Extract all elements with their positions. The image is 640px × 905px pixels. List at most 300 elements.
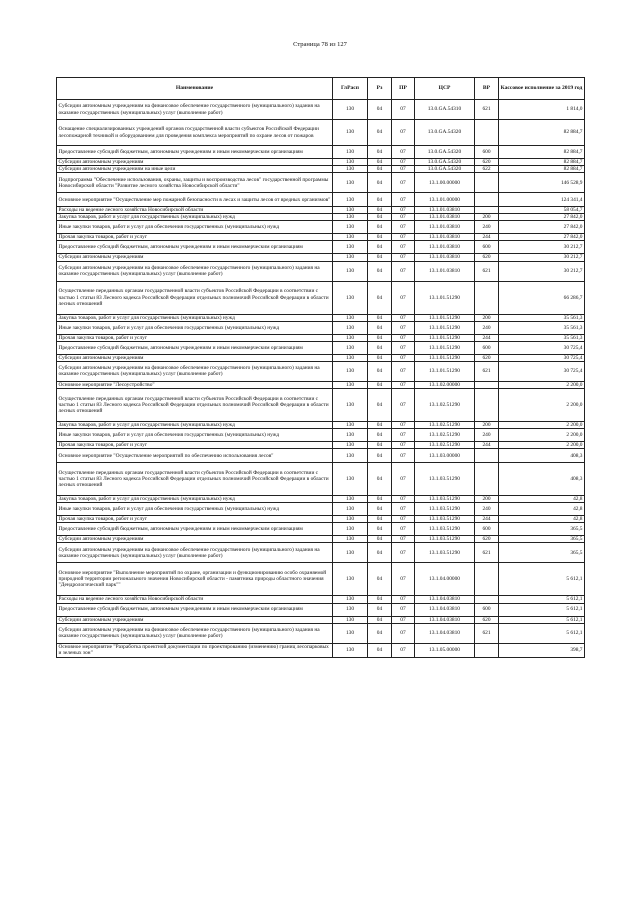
cell-pr: 07: [392, 193, 415, 207]
cell-pr: 07: [392, 563, 415, 596]
cell-sum: 365,5: [499, 543, 585, 563]
table-row: [57, 281, 585, 314]
table-row: [57, 120, 585, 146]
cell-rz: 04: [368, 421, 392, 428]
cell-name: Субсидии автономным учреждениям на финансовое обеспечение государственного (муниципального) задания на оказание государственных (муниципальных) услуг (выполнение работ): [57, 361, 333, 381]
cell-name: Осуществление переданных органам государственной власти субъектов Российской Федерации в соответствии с частью 1 статьи 83 Лесного кодекса Российской Федерации отдельных полномочий Российской Федерации в области лесных отношений: [57, 281, 333, 314]
table-row: [57, 381, 585, 388]
cell-vr: [475, 120, 499, 146]
cell-grbs: 130: [333, 381, 368, 388]
table-row: [57, 159, 585, 166]
table-row: [57, 321, 585, 334]
table-row: [57, 100, 585, 120]
cell-vr: [475, 281, 499, 314]
col-header-vr: ВР: [475, 78, 499, 100]
cell-vr: [475, 173, 499, 193]
cell-sum: 146 528,9: [499, 173, 585, 193]
cell-rz: 04: [368, 234, 392, 241]
cell-pr: 07: [392, 421, 415, 428]
cell-csr: 13.1.02.51290: [415, 421, 475, 428]
cell-rz: 04: [368, 523, 392, 536]
cell-rz: 04: [368, 449, 392, 463]
cell-sum: 2 200,0: [499, 388, 585, 421]
cell-sum: 27 842,0: [499, 221, 585, 234]
cell-vr: [475, 463, 499, 496]
cell-name: Расходы на ведение лесного хозяйства Новосибирской области: [57, 596, 333, 603]
cell-name: Закупка товаров, работ и услуг для государственных (муниципальных) нужд: [57, 314, 333, 321]
table-row: [57, 449, 585, 463]
cell-grbs: 130: [333, 429, 368, 442]
col-header-rz: Рз: [368, 78, 392, 100]
cell-rz: 04: [368, 442, 392, 449]
cell-rz: 04: [368, 516, 392, 523]
cell-sum: 30 212,7: [499, 254, 585, 261]
cell-csr: 13.1.01.03810: [415, 254, 475, 261]
cell-csr: 13.1.04.03810: [415, 623, 475, 643]
cell-grbs: 130: [333, 354, 368, 361]
cell-rz: 04: [368, 261, 392, 281]
cell-csr: 13.1.01.51290: [415, 334, 475, 341]
cell-csr: 13.1.03.00000: [415, 449, 475, 463]
cell-name: Иные закупки товаров, работ и услуг для обеспечения государственных (муниципальных) нужд: [57, 321, 333, 334]
cell-grbs: 130: [333, 503, 368, 516]
cell-sum: 42,8: [499, 496, 585, 503]
cell-pr: 07: [392, 603, 415, 616]
cell-sum: 5 612,1: [499, 616, 585, 623]
col-header-csr: ЦСР: [415, 78, 475, 100]
cell-sum: 30 212,7: [499, 241, 585, 254]
cell-name: Предоставление субсидий бюджетным, автономным учреждениям и иным некоммерческим организациям: [57, 341, 333, 354]
cell-sum: 2 200,0: [499, 381, 585, 388]
cell-vr: 200: [475, 314, 499, 321]
cell-name: Осуществление переданных органам государственной власти субъектов Российской Федерации в соответствии с частью 1 статьи 83 Лесного кодекса Российской Федерации отдельных полномочий Российской Федерации в области лесных отношений: [57, 463, 333, 496]
cell-csr: 13.1.01.51290: [415, 281, 475, 314]
cell-grbs: 130: [333, 463, 368, 496]
table-row: [57, 616, 585, 623]
cell-sum: 27 842,0: [499, 234, 585, 241]
cell-rz: 04: [368, 543, 392, 563]
cell-sum: 408,3: [499, 463, 585, 496]
cell-rz: 04: [368, 341, 392, 354]
cell-rz: 04: [368, 354, 392, 361]
table-row: [57, 146, 585, 159]
cell-name: Основное мероприятие "Разработка проектной документации по проектированию (изменению) границ лесопарковых и зеленых зон": [57, 643, 333, 657]
cell-rz: 04: [368, 314, 392, 321]
cell-rz: 04: [368, 173, 392, 193]
cell-grbs: 130: [333, 616, 368, 623]
cell-grbs: 130: [333, 563, 368, 596]
cell-csr: 13.1.03.51290: [415, 503, 475, 516]
cell-pr: 07: [392, 281, 415, 314]
cell-sum: 27 842,0: [499, 214, 585, 221]
cell-grbs: 130: [333, 603, 368, 616]
table-row: [57, 221, 585, 234]
table-row: [57, 241, 585, 254]
cell-rz: 04: [368, 643, 392, 657]
cell-pr: 07: [392, 429, 415, 442]
cell-rz: 04: [368, 496, 392, 503]
cell-name: Субсидии автономным учреждениям: [57, 536, 333, 543]
cell-grbs: 130: [333, 388, 368, 421]
cell-grbs: 130: [333, 314, 368, 321]
col-header-pr: ПР: [392, 78, 415, 100]
cell-pr: 07: [392, 643, 415, 657]
cell-pr: 07: [392, 361, 415, 381]
cell-csr: 13.1.02.51290: [415, 388, 475, 421]
cell-grbs: 130: [333, 334, 368, 341]
cell-vr: 200: [475, 496, 499, 503]
cell-csr: 13.1.02.51290: [415, 442, 475, 449]
table-row: [57, 166, 585, 173]
cell-grbs: 130: [333, 207, 368, 214]
cell-pr: 07: [392, 442, 415, 449]
cell-grbs: 130: [333, 623, 368, 643]
cell-sum: 66 286,7: [499, 281, 585, 314]
table-row: [57, 341, 585, 354]
cell-name: Субсидии автономным учреждениям на финансовое обеспечение государственного (муниципального) задания на оказание государственных (муниципальных) услуг (выполнение работ): [57, 543, 333, 563]
cell-pr: 07: [392, 354, 415, 361]
cell-grbs: 130: [333, 254, 368, 261]
header-row: [57, 78, 585, 100]
cell-sum: 82 884,7: [499, 159, 585, 166]
cell-sum: 82 884,7: [499, 166, 585, 173]
cell-pr: 07: [392, 616, 415, 623]
cell-pr: 07: [392, 234, 415, 241]
cell-name: Субсидии автономным учреждениям на финансовое обеспечение государственного (муниципального) задания на оказание государственных (муниципальных) услуг (выполнение работ): [57, 261, 333, 281]
cell-pr: 07: [392, 334, 415, 341]
cell-csr: 13.1.03.51290: [415, 463, 475, 496]
table-row: [57, 261, 585, 281]
cell-sum: 365,5: [499, 536, 585, 543]
cell-rz: 04: [368, 381, 392, 388]
cell-vr: [475, 596, 499, 603]
cell-pr: 07: [392, 321, 415, 334]
table-row: [57, 354, 585, 361]
table-row: [57, 388, 585, 421]
table-row: [57, 463, 585, 496]
cell-csr: 13.1.04.00000: [415, 563, 475, 596]
cell-vr: [475, 643, 499, 657]
cell-vr: 621: [475, 100, 499, 120]
cell-csr: 13.1.01.03810: [415, 221, 475, 234]
cell-vr: 620: [475, 159, 499, 166]
cell-pr: 07: [392, 623, 415, 643]
cell-csr: 13.0.GA.54320: [415, 120, 475, 146]
col-header-grbs: ГлРасп: [333, 78, 368, 100]
cell-name: Основное мероприятие "Выполнение мероприятий по охране, организации и функционированию особо охраняемой природной территории регионального значения Новосибирской области - памятника природы областного значения "Дендрологический парк"": [57, 563, 333, 596]
cell-rz: 04: [368, 254, 392, 261]
cell-pr: 07: [392, 388, 415, 421]
cell-grbs: 130: [333, 159, 368, 166]
table-row: [57, 496, 585, 503]
cell-rz: 04: [368, 120, 392, 146]
cell-vr: 620: [475, 254, 499, 261]
table-row: [57, 361, 585, 381]
cell-vr: 600: [475, 146, 499, 159]
cell-vr: [475, 388, 499, 421]
cell-rz: 04: [368, 334, 392, 341]
cell-vr: [475, 207, 499, 214]
cell-rz: 04: [368, 321, 392, 334]
cell-name: Предоставление субсидий бюджетным, автономным учреждениям и иным некоммерческим организациям: [57, 603, 333, 616]
cell-pr: 07: [392, 503, 415, 516]
cell-grbs: 130: [333, 596, 368, 603]
cell-grbs: 130: [333, 221, 368, 234]
cell-grbs: 130: [333, 496, 368, 503]
cell-grbs: 130: [333, 516, 368, 523]
cell-rz: 04: [368, 281, 392, 314]
cell-csr: 13.0.GA.54320: [415, 166, 475, 173]
table-body: [57, 100, 585, 658]
cell-csr: 13.1.03.51290: [415, 536, 475, 543]
cell-rz: 04: [368, 361, 392, 381]
cell-csr: 13.1.03.51290: [415, 516, 475, 523]
cell-sum: 5 612,1: [499, 596, 585, 603]
cell-rz: 04: [368, 603, 392, 616]
cell-grbs: 130: [333, 361, 368, 381]
table-row: [57, 314, 585, 321]
table-row: [57, 442, 585, 449]
cell-vr: 621: [475, 623, 499, 643]
cell-csr: 13.1.03.51290: [415, 496, 475, 503]
cell-csr: 13.1.01.03810: [415, 214, 475, 221]
cell-vr: 600: [475, 603, 499, 616]
cell-grbs: 130: [333, 536, 368, 543]
table-row: [57, 596, 585, 603]
cell-csr: 13.1.02.51290: [415, 429, 475, 442]
table-header: [57, 78, 585, 100]
cell-vr: 622: [475, 166, 499, 173]
cell-csr: 13.1.01.51290: [415, 354, 475, 361]
cell-rz: 04: [368, 388, 392, 421]
cell-vr: 244: [475, 442, 499, 449]
cell-sum: 5 612,1: [499, 563, 585, 596]
cell-vr: 240: [475, 503, 499, 516]
cell-csr: 13.1.01.51290: [415, 341, 475, 354]
cell-name: Иные закупки товаров, работ и услуг для обеспечения государственных (муниципальных) нужд: [57, 429, 333, 442]
cell-csr: 13.1.01.03810: [415, 261, 475, 281]
table-row: [57, 523, 585, 536]
cell-pr: 07: [392, 221, 415, 234]
cell-grbs: 130: [333, 341, 368, 354]
cell-vr: 240: [475, 221, 499, 234]
cell-name: Закупка товаров, работ и услуг для государственных (муниципальных) нужд: [57, 214, 333, 221]
table-row: [57, 543, 585, 563]
cell-rz: 04: [368, 563, 392, 596]
cell-pr: 07: [392, 261, 415, 281]
cell-vr: 244: [475, 516, 499, 523]
cell-vr: 244: [475, 334, 499, 341]
cell-csr: 13.1.01.03810: [415, 234, 475, 241]
table-row: [57, 334, 585, 341]
cell-pr: 07: [392, 173, 415, 193]
cell-name: Расходы на ведение лесного хозяйства Новосибирской области: [57, 207, 333, 214]
cell-grbs: 130: [333, 241, 368, 254]
cell-grbs: 130: [333, 643, 368, 657]
cell-vr: [475, 563, 499, 596]
cell-sum: 2 200,0: [499, 421, 585, 428]
cell-sum: 124 341,4: [499, 193, 585, 207]
col-header-sum: Кассовое исполнение за 2019 год: [499, 78, 585, 100]
cell-grbs: 130: [333, 214, 368, 221]
cell-sum: 30 725,4: [499, 361, 585, 381]
cell-sum: 365,5: [499, 523, 585, 536]
table-row: [57, 563, 585, 596]
cell-sum: 35 561,3: [499, 321, 585, 334]
cell-rz: 04: [368, 146, 392, 159]
cell-sum: 42,8: [499, 516, 585, 523]
cell-csr: 13.0.GA.54310: [415, 100, 475, 120]
cell-vr: 240: [475, 429, 499, 442]
cell-vr: 244: [475, 234, 499, 241]
cell-sum: 30 725,4: [499, 341, 585, 354]
cell-vr: 620: [475, 536, 499, 543]
cell-csr: 13.1.01.00000: [415, 193, 475, 207]
cell-csr: 13.1.04.03810: [415, 603, 475, 616]
table-row: [57, 421, 585, 428]
cell-grbs: 130: [333, 146, 368, 159]
table-row: [57, 429, 585, 442]
table-row: [57, 603, 585, 616]
cell-name: Субсидии автономным учреждениям на финансовое обеспечение государственного (муниципального) задания на оказание государственных (муниципальных) услуг (выполнение работ): [57, 100, 333, 120]
cell-pr: 07: [392, 314, 415, 321]
cell-pr: 07: [392, 159, 415, 166]
cell-name: Предоставление субсидий бюджетным, автономным учреждениям и иным некоммерческим организациям: [57, 146, 333, 159]
cell-csr: 13.1.05.00000: [415, 643, 475, 657]
cell-csr: 13.1.02.00000: [415, 381, 475, 388]
cell-vr: 620: [475, 354, 499, 361]
page-header: Страница 78 из 127: [293, 41, 347, 48]
cell-sum: 2 200,0: [499, 429, 585, 442]
cell-rz: 04: [368, 214, 392, 221]
cell-sum: 42,8: [499, 503, 585, 516]
cell-sum: 30 212,7: [499, 261, 585, 281]
cell-name: Предоставление субсидий бюджетным, автономным учреждениям и иным некоммерческим организациям: [57, 241, 333, 254]
cell-vr: 621: [475, 361, 499, 381]
cell-grbs: 130: [333, 261, 368, 281]
cell-pr: 07: [392, 449, 415, 463]
table-row: [57, 254, 585, 261]
table-row: [57, 503, 585, 516]
cell-vr: 200: [475, 421, 499, 428]
cell-sum: 82 884,7: [499, 120, 585, 146]
cell-vr: [475, 449, 499, 463]
cell-rz: 04: [368, 616, 392, 623]
cell-pr: 07: [392, 207, 415, 214]
cell-grbs: 130: [333, 234, 368, 241]
cell-pr: 07: [392, 241, 415, 254]
cell-vr: [475, 193, 499, 207]
cell-rz: 04: [368, 159, 392, 166]
cell-rz: 04: [368, 221, 392, 234]
cell-sum: 5 612,1: [499, 603, 585, 616]
cell-csr: 13.1.00.00000: [415, 173, 475, 193]
cell-name: Субсидии автономным учреждениям: [57, 159, 333, 166]
cell-name: Субсидии автономным учреждениям: [57, 616, 333, 623]
cell-grbs: 130: [333, 543, 368, 563]
cell-pr: 07: [392, 120, 415, 146]
cell-vr: 600: [475, 341, 499, 354]
cell-name: Субсидии автономным учреждениям на иные цели: [57, 166, 333, 173]
cell-rz: 04: [368, 193, 392, 207]
cell-pr: 07: [392, 100, 415, 120]
cell-grbs: 130: [333, 449, 368, 463]
cell-csr: 13.1.03.51290: [415, 543, 475, 563]
cell-name: Прочая закупка товаров, работ и услуг: [57, 234, 333, 241]
cell-sum: 30 725,4: [499, 354, 585, 361]
cell-sum: 2 200,0: [499, 442, 585, 449]
table-row: [57, 643, 585, 657]
cell-sum: 5 612,1: [499, 623, 585, 643]
cell-vr: 621: [475, 543, 499, 563]
cell-pr: 07: [392, 516, 415, 523]
cell-rz: 04: [368, 536, 392, 543]
cell-name: Основное мероприятие "Лесоустройство": [57, 381, 333, 388]
cell-grbs: 130: [333, 173, 368, 193]
cell-csr: 13.1.03.51290: [415, 523, 475, 536]
cell-name: Иные закупки товаров, работ и услуг для обеспечения государственных (муниципальных) нужд: [57, 221, 333, 234]
table-row: [57, 536, 585, 543]
cell-pr: 07: [392, 214, 415, 221]
cell-name: Прочая закупка товаров, работ и услуг: [57, 442, 333, 449]
cell-vr: 600: [475, 241, 499, 254]
cell-sum: 408,3: [499, 449, 585, 463]
cell-csr: 13.1.01.03810: [415, 241, 475, 254]
cell-pr: 07: [392, 341, 415, 354]
cell-grbs: 130: [333, 421, 368, 428]
table-row: [57, 234, 585, 241]
cell-pr: 07: [392, 146, 415, 159]
cell-name: Иные закупки товаров, работ и услуг для обеспечения государственных (муниципальных) нужд: [57, 503, 333, 516]
cell-vr: [475, 381, 499, 388]
cell-name: Оснащение специализированных учреждений органов государственной власти субъектов Российской Федерации лесопожарной техникой и оборудованием для проведения комплекса мероприятий по охране лесов от пожаров: [57, 120, 333, 146]
cell-pr: 07: [392, 381, 415, 388]
cell-pr: 07: [392, 543, 415, 563]
cell-vr: 600: [475, 523, 499, 536]
cell-csr: 13.0.GA.54320: [415, 159, 475, 166]
cell-sum: 82 884,7: [499, 146, 585, 159]
cell-csr: 13.0.GA.54320: [415, 146, 475, 159]
table-row: [57, 173, 585, 193]
cell-name: Субсидии автономным учреждениям: [57, 254, 333, 261]
cell-csr: 13.1.01.51290: [415, 314, 475, 321]
cell-rz: 04: [368, 429, 392, 442]
table-row: [57, 207, 585, 214]
cell-vr: 240: [475, 321, 499, 334]
cell-csr: 13.1.01.51290: [415, 321, 475, 334]
cell-rz: 04: [368, 166, 392, 173]
col-header-name: Наименование: [57, 78, 333, 100]
cell-name: Основное мероприятие "Осуществление мероприятий по обеспечению использования лесов": [57, 449, 333, 463]
cell-pr: 07: [392, 254, 415, 261]
cell-name: Субсидии автономным учреждениям на финансовое обеспечение государственного (муниципального) задания на оказание государственных (муниципальных) услуг (выполнение работ): [57, 623, 333, 643]
cell-sum: 58 054,7: [499, 207, 585, 214]
cell-vr: 621: [475, 261, 499, 281]
cell-name: Предоставление субсидий бюджетным, автономным учреждениям и иным некоммерческим организациям: [57, 523, 333, 536]
table-row: [57, 623, 585, 643]
cell-csr: 13.1.01.03810: [415, 207, 475, 214]
cell-sum: 35 561,3: [499, 334, 585, 341]
cell-rz: 04: [368, 503, 392, 516]
cell-name: Субсидии автономным учреждениям: [57, 354, 333, 361]
cell-name: Прочая закупка товаров, работ и услуг: [57, 516, 333, 523]
cell-grbs: 130: [333, 442, 368, 449]
cell-rz: 04: [368, 623, 392, 643]
cell-rz: 04: [368, 100, 392, 120]
cell-grbs: 130: [333, 193, 368, 207]
cell-name: Подпрограмма "Обеспечение использования, охраны, защиты и воспроизводства лесов" государственной программы Новосибирской области "Развитие лесного хозяйства Новосибирской области": [57, 173, 333, 193]
cell-name: Осуществление переданных органам государственной власти субъектов Российской Федерации в соответствии с частью 1 статьи 83 Лесного кодекса Российской Федерации отдельных полномочий Российской Федерации в области лесных отношений: [57, 388, 333, 421]
